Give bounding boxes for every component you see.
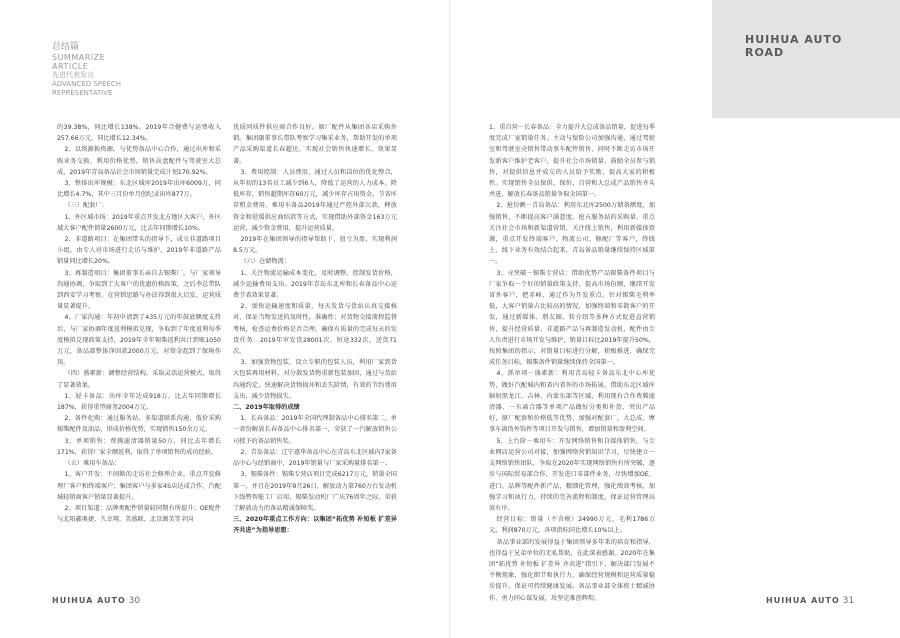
- paragraph: 1、客户开发：不间断的走访社会修理企业，重点开发修理厂客户和终端客户；集团客户与多家4S店达成合作，汽配城轻销商客户销量显著提升。: [57, 471, 221, 501]
- paragraph: 4、抓单项－盛素新：利用青岛轻卡备品东北中心库优势，做好汽配城内和省内省外的市场拓展，借助东北区域库辐射黑龙江、吉林、内蒙东部等区域，利用现有合作费腾滤清器、一东离合器等单项产品做好分类和补货，突出产品好，原厂配套和价格低等优势，加强对配套厂，大总成、摩事车离伪外饰件等项目开发与销售，增加销量和盈利空间。: [489, 370, 655, 434]
- paragraph: （六）仓储物流：: [240, 258, 290, 266]
- paragraph: 的39.38%，同比增长138%。2019年合健费与运费收入257.66万元，同比增长12.34%。: [57, 124, 221, 143]
- brand-logo-top: [745, 33, 842, 59]
- paragraph: 3、寻突破－锡柴专营店：借助优势产品锡柴备件项目与厂家争取一个好的销量政策支持，提高市场份额，继续开发省外客户，把赤峰、通辽作为开发重点。针对锡柴毛利率低，大客户销量占比较高的情况，加强终端和零散客户的开发，通过新媒体、朋友圈，转介绍等多种方式促进直营销售，提升经营质量。非道路产品与再制造发动机，配件由专人负责进行市场开发与维护，销量目标比2019年提升50%，按照集团的指示，对销量目标进行分解，积极推进，确保完成任务目标，锡柴备件销量继续保持全国第一。: [489, 269, 655, 367]
- text-column-3: [489, 122, 655, 604]
- paragraph: 1、外区域市场：2019年重点开发北方地区大客户，外区域大客户配件销量2600万元，比去年同期增长10%。: [57, 213, 221, 232]
- footer-right: [766, 596, 854, 606]
- paragraph: 3、加强货物包装，设立专职的包装人员，利用厂家到货大包装再用材料，对分散发货物重新包装加固，通过与货站沟通约定，快速解决货物损坏和丢失险情，有效的节约费用支出，减少货物损失。: [233, 359, 397, 400]
- page-number-right: 31: [842, 596, 855, 606]
- paragraph: （三）配套厂：: [64, 202, 108, 210]
- text-column-1: [57, 122, 221, 525]
- paragraph: 1、轻卡备品：出库全年达成918万，比去年同期增长187%，获得重型商务2004万元。: [57, 392, 221, 412]
- footer-logo-right: HUIHUA AUTO: [766, 596, 840, 605]
- paragraph: （五）乘用车备品：: [64, 460, 121, 468]
- paragraph: 3、锡柴备件：锡柴专营店项目完成6217万元，销量全国第一，并且在2019年9月26日，解放动力第760万台发动机下线暨智能工厂启用，锡柴发动机厂广庆76周年之际，荣获了解放动力的备品精诚保障奖。: [233, 471, 397, 512]
- paragraph: 1、长春备品：2019年全国代理制备品中心排名第二、单一省份解放长春备品中心排名第一，荣获了一汽解放销售公司授予的备品销售奖。: [233, 415, 397, 445]
- paragraph: 3、费用控制：人员费用，通过人员和岗位的优化整合，从年初的13名员工减少到6人，降低了运营的人力成本。降低库存，销售超期库存60万元，减少库存占用资金，节省库存租金费用。乘用车备品2019年通过严控外部欠款，释放资金和延缓供应商结款等方式，实现借助外部资金163万元运营，减少资金费用，提升运营质量。: [233, 168, 397, 232]
- paragraph: 经营目标：销量（不含税）24990万元，毛利1786万元，利润870万元，各项指标同比增长10%以上。: [489, 516, 655, 535]
- page-number-left: 30: [128, 596, 141, 606]
- paragraph: 2、以资源换资源，与优势备品中心合作，通过出库和采购业务交换，利用价格优势，销售高盘配件与驾驶室大总成，2019年青岛备品社会市场销量完成计划170.92%。: [57, 146, 221, 176]
- paragraph: 2、青岛备品：辽宁惠华备品中心在青岛东北区域内7家备品中心与经销商中，2019年销量与厂家采购量排名第一。: [233, 448, 397, 468]
- text-column-2: [233, 122, 397, 537]
- section-sub-en2: REPRESENTATIVE: [52, 89, 113, 97]
- paragraph: 2、项目渠道：品牌类配件销量较同期有所提升；OE配件与北阳鑫奥捷、久幸翔、美盛联、北京源美等全国: [57, 504, 221, 524]
- paragraph: 2、抢份额－青岛备品：利用东北库2500万储备额度，加强销售，不断提高客户满意度，抢占服务站的采购量。重点关注社会市场和新渠道营销，关注线上销售，利用新媒体资源，重点开发终端客户、物流公司、修配厂等客户，终线上、线下业务有效结合起来，青岛备品销量继续保持区域第一。: [489, 202, 655, 266]
- paragraph: 二、2019年取得的成绩: [233, 404, 300, 412]
- paragraph: 4、厂家沟通：年初申请到了435万元的年鼓底额度支持后，与厂家协调年度返利模拟兑现，争取到了年度返利每季度模拟兑现政策支持，2019年全年锡柴返利共计到账1050万元，备品部整体净回款2000万元，对资金起到了保障作用。: [57, 314, 221, 367]
- footer-left: [52, 596, 140, 606]
- paragraph: 2、加快运输速度和质量，每天发货与货站认真交接核对，保证当物发送的及时性，准确性；对货物交接流程监督考核，检查运费价格是否合理。确保有质量的完成每天的发货任务：2019年审发货28001次，短途332次，送货71次。: [233, 303, 397, 356]
- paragraph: （四）盛素新：调整经营结构，采取灵活运营模式，取得了显著效果。: [57, 370, 221, 389]
- paragraph: 备品事业部的发展得益于集团领导多年来的培育和指导，也得益于兄弟单位的无私帮助，在此深表感谢。2020年在集团“拓优势 补短板 扩差异 齐共进”指引下，解决部门发展不平衡现象，强化细节和执行力，确保经营规模和运营质量稳步提升，保证可持续健康发展。备品事业部全体将士精诚协作，勇力同心谋发展，攻坚克难创辉煌。: [489, 538, 655, 602]
- page-gutter: [449, 0, 451, 638]
- section-title-en2: ARTICLE: [52, 62, 89, 71]
- section-title-en1: SUMMARIZE: [52, 53, 106, 62]
- paragraph: 优质同质件供应商合作良好。原厂配件从集团各店采购外销。集团副董事长带队考察学习集采业务，帮助开发的单项产品采购渠道长春超达，实现社会销售快速增长，效果显著。: [233, 124, 397, 165]
- header-grey-block: [712, 0, 900, 118]
- footer-logo-left: HUIHUA AUTO: [52, 596, 126, 605]
- section-sub-en1: ADVANCED SPEECH: [52, 80, 122, 88]
- paragraph: 3、单项销售：费腾滤清器销量50万，同比去年增长171%，获得厂家全额返利，取得了单项销售的成功经验。: [57, 437, 221, 456]
- paragraph: 3、整体出库规模：东北区域库2019年出库6009万，同比增长4.7%，其中三月份单月创纪录出库877万。: [57, 180, 221, 199]
- paragraph: 2、备件化购：通过服务站、多渠道联系沟通，低价采购锡柴配件及油品，形成价格优势，实现销售150余万元。: [57, 415, 221, 434]
- paragraph: 3、再制造项目：集团董事长亲自去锡柴厂，与厂家领导沟通协调，争取到了大客户的优惠价格政策，之后李总带队到西安学习考察，在营销思路与办法得到很大启发，运营质量显著提升。: [57, 269, 221, 311]
- paragraph: 2019年在集团领导的指导帮助下，扭亏为盈，实现利润8.5万元。: [233, 236, 397, 255]
- section-sub-zh: 先进代表发言: [52, 71, 94, 79]
- paragraph: 1、关注物流运输成本变化，及时调整、控制发货价格，减少运输费用支出。2019年青岛东北库和长春备品中心运费节省效果显著。: [233, 269, 397, 300]
- brand-logo-line1: HUIHUA AUTO: [745, 33, 843, 46]
- paragraph: 三、2020年重点工作方向：以集团“拓优势 补短板 扩差异 齐共进”为指导思想：: [233, 516, 397, 535]
- section-heading: [52, 42, 192, 98]
- paragraph: 2、非道路项目：在集团带头的指导下，成立非道路项目小组，由专人对市场进行走访与维护，2019年非道路产品销量同比增长20%。: [57, 236, 221, 266]
- paragraph: 5、上台阶－乘用车：开发网络销售和自媒体销售，与专业网店运营公司对接，加强网络营销知识学习，尽快建立一支网络销售团队，争取在2020年实现网络销售有所突破，逐步与国际贸易部合作，开发进口零部件业务，尽快增加OE、进口、品牌等配件新产品，精细化管理，强化绩效考核，加强学习和执行力，持续的完善流程和制度，保证运营管理高效有序。: [489, 437, 655, 512]
- paragraph: 1、重自营－长春备品：全力提升大总成备品销量，促进每季度完成厂家销量任务。主动与保险公司加强沟通，通过驾驶室和驾驶室壳销售带动事车配件销售，同时不断走访市场开发新客户维护老客户，提升社会市场销量，鼓励全员参与销售，对提供信息并成交的人员给予奖励，提高大家的积极性。实现销售全员保供、保价、自营和大总成产品销售齐头并进，解放长春备品销量争取全国第一。: [489, 124, 655, 199]
- brand-logo-line2: ROAD: [745, 46, 785, 59]
- section-title-zh: 总结篇: [52, 42, 80, 52]
